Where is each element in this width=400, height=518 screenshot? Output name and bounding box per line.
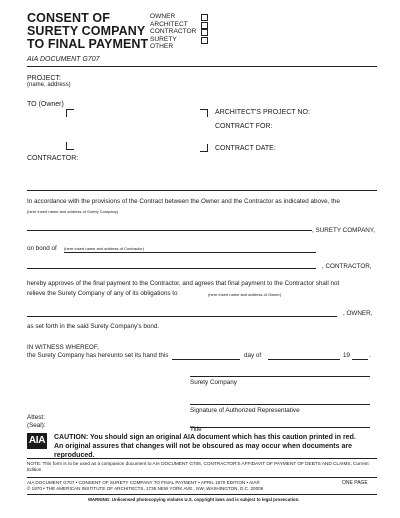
signature-line[interactable] xyxy=(190,404,370,405)
approves-line-1: hereby approves of the final payment to the Contractor, and agrees that final payment to the Contractor shall not xyxy=(27,280,340,287)
surety-company-line[interactable] xyxy=(190,376,370,377)
owner-address-corner-bottom xyxy=(66,142,74,150)
section-divider xyxy=(27,190,377,191)
architect-corner-top xyxy=(200,109,208,117)
witness-month-line[interactable] xyxy=(268,359,340,360)
one-page-label: ONE PAGE xyxy=(342,480,368,486)
surety-name-line[interactable] xyxy=(27,230,312,231)
distribution-list xyxy=(150,13,196,51)
surety-company-label: Surety Company xyxy=(190,379,237,386)
surety-company-suffix: , SURETY COMPANY, xyxy=(312,227,375,234)
to-owner-label: TO (Owner) xyxy=(27,101,64,108)
warning-divider xyxy=(27,494,377,495)
witness-day-line[interactable] xyxy=(172,359,240,360)
caution-notice xyxy=(54,433,380,460)
approves-line-2: relieve the Surety Company of any of its obligations to xyxy=(27,290,178,297)
contractor-name-line[interactable] xyxy=(64,252,316,253)
companion-note: NOTE: This form is to be used as a companion document to AIA DOCUMENT G706, CONTRACTOR'S AFFIDAVIT OF PAYMENT OF DEBTS AND CLAIMS, Current Edition xyxy=(27,461,369,472)
architect-project-no-label: ARCHITECT'S PROJECT NO: xyxy=(215,109,310,116)
note-divider xyxy=(27,458,377,459)
owner-suffix: , OWNER, xyxy=(343,310,373,317)
contractor-address-line[interactable] xyxy=(27,268,316,269)
owner-address-corner-top xyxy=(66,109,74,117)
contractor-suffix: , CONTRACTOR, xyxy=(322,263,372,270)
party-architect-label: ARCHITECT xyxy=(150,20,188,28)
witness-year-line[interactable] xyxy=(352,359,368,360)
form-title xyxy=(27,12,148,51)
document-number: AIA DOCUMENT G707 xyxy=(27,56,100,63)
owner-name-hint: (here insert name and address of Owner) xyxy=(208,292,282,297)
caution-line-1: CAUTION: You should sign an original AIA document which has this caution printed in red. xyxy=(54,434,356,441)
contract-date-label: CONTRACT DATE: xyxy=(215,145,276,152)
footer-line-1: AIA DOCUMENT G707 • CONSENT OF SURETY COMPANY TO FINAL PAYMENT • APRIL 1970 EDITION • AIA® xyxy=(27,480,260,485)
contract-for-label: CONTRACT FOR: xyxy=(215,123,273,130)
aia-logo: AIA xyxy=(27,433,47,449)
form-title-line-3: TO FINAL PAYMENT xyxy=(27,37,149,51)
attest-label: Attest: xyxy=(27,414,45,421)
witness-line-2: the Surety Company has hereunto set its hand this xyxy=(27,352,169,359)
party-contractor-label: CONTRACTOR xyxy=(150,28,197,36)
accordance-text: In accordance with the provisions of the Contract between the Owner and the Contractor as indicated above, the xyxy=(27,198,340,205)
architect-checkbox[interactable] xyxy=(201,22,208,29)
contractor-checkbox[interactable] xyxy=(201,29,208,36)
contractor-name-hint: (here insert name and address of Contractor) xyxy=(64,246,145,251)
signature-label: Signature of Authorized Representative xyxy=(190,407,300,414)
witness-line-1: IN WITNESS WHEREOF, xyxy=(27,344,99,351)
form-title-line-2: SURETY COMPANY xyxy=(27,24,146,38)
copyright-warning: WARNING: Unlicensed photocopying violates U.S. copyright laws and is subject to legal prosecution. xyxy=(88,497,300,502)
footer-citation xyxy=(27,480,327,492)
footer-divider xyxy=(27,477,377,478)
surety-checkbox[interactable] xyxy=(201,37,208,44)
owner-checkbox[interactable] xyxy=(201,14,208,21)
bond-of-label: on bond of xyxy=(27,245,57,252)
title-label: Title xyxy=(190,426,202,433)
project-label: PROJECT: xyxy=(27,75,61,82)
party-owner-label: OWNER xyxy=(150,13,176,20)
day-of-label: day of xyxy=(244,352,262,359)
set-forth-text: as set forth in the said Surety Company's bond. xyxy=(27,323,160,330)
party-surety-label: SURETY xyxy=(150,35,177,43)
year-prefix: 19 xyxy=(343,352,351,359)
surety-name-hint: (here insert name and address of Surety Company) xyxy=(27,209,119,214)
title-line[interactable] xyxy=(190,427,370,428)
seal-label: (Seal): xyxy=(27,422,46,429)
project-sublabel: (name, address) xyxy=(27,82,71,88)
caution-line-2: An original assures that changes will not be obscured as may occur when documents are reproduced. xyxy=(54,443,352,459)
footer-line-2: © 1970 • THE AMERICAN INSTITUTE OF ARCHITECTS, 1735 NEW YORK AVE., NW, WASHINGTON, D.C. 20006 xyxy=(27,486,264,491)
contractor-label: CONTRACTOR: xyxy=(27,155,79,162)
top-divider xyxy=(27,66,377,67)
owner-name-line[interactable] xyxy=(27,316,337,317)
witness-period: . xyxy=(369,352,371,359)
form-title-line-1: CONSENT OF xyxy=(27,11,110,25)
party-other-label: OTHER xyxy=(150,43,174,51)
architect-corner-bottom xyxy=(200,144,208,152)
